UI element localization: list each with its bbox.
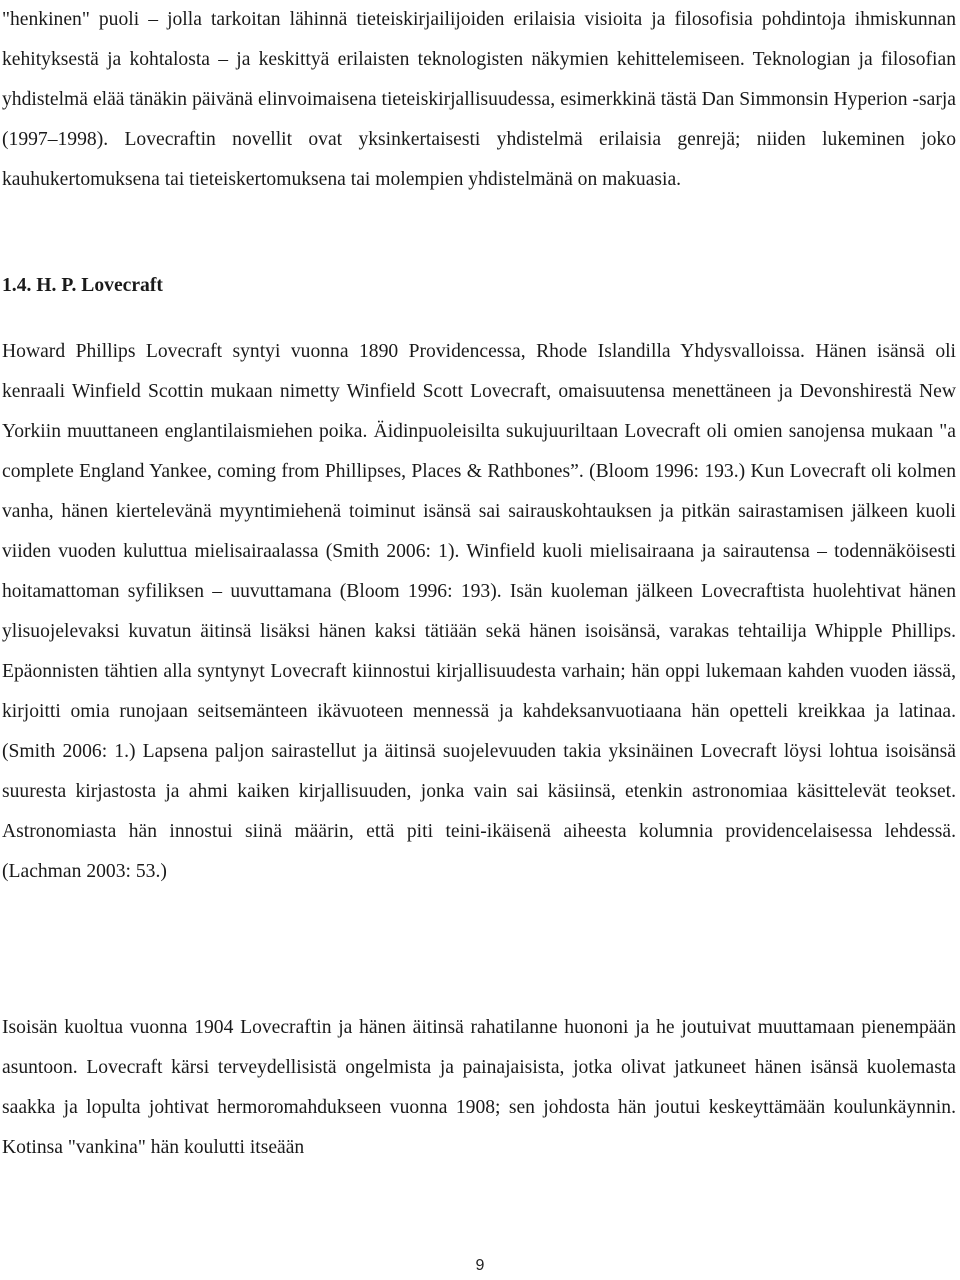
paragraph-biography: Howard Phillips Lovecraft syntyi vuonna 1890 Providencessa, Rhode Islandilla Yhdysvalloissa. Hänen isänsä oli kenraali Winfield Scottin mukaan nimetty Winfield Scott Lovecraft, omaisuutensa menettäneen ja Devonshirestä New Yorkiin muuttaneen englantilaismiehen poika. Äidinpuoleisilta sukujuuriltaan Lovecraft oli omien sanojensa mukaan "a complete England Yankee, coming from Phillipses, Places & Rathbones”. (Bloom 1996: 193.) Kun Lovecraft oli kolmen vanha, hänen kiertelevänä myyntimiehenä toiminut isänsä sai sairauskohtauksen ja pitkän sairastamisen jälkeen kuoli viiden vuoden kuluttua mielisairaalassa (Smith 2006: 1). Winfield kuoli mielisairaana ja sairautensa – todennäköisesti hoitamattoman syfiliksen – uuvuttamana (Bloom 1996: 193). Isän kuoleman jälkeen Lovecraftista huolehtivat hänen ylisuojelevaksi kuvatun äitinsä lisäksi hänen kaksi tätiään sekä hänen isoisänsä, varakas tehtailija Whipple Phillips. Epäonnisten tähtien alla syntynyt Lovecraft kiinnostui kirjallisuudesta varhain; hän oppi lukemaan kahden vuoden iässä, kirjoitti omia runojaan seitsemänteen ikävuoteen mennessä ja kahdeksanvuotiaana hän opetteli kreikkaa ja latinaa. (Smith 2006: 1.) Lapsena paljon sairastellut ja äitinsä suojelevuuden takia yksinäinen Lovecraft löysi lohtua isoisänsä suuresta kirjastosta ja ahmi kaiken kirjallisuuden, jonka vain sai käsiinsä, etenkin astronomiaa käsittelevät teokset. Astronomiasta hän innostui siinä määrin, että piti teini-ikäisenä aiheesta kolumnia providencelaisessa lehdessä. (Lachman 2003: 53.) <box>2 341 956 882</box>
paragraph-intro-continued: "henkinen" puoli – jolla tarkoitan lähinnä tieteiskirjailijoiden erilaisia visioita ja filosofisia pohdintoja ihmiskunnan kehityksestä ja kohtalosta – ja keskittyä erilaisten teknologisten näkymien kehittelemiseen. Teknologian ja filosofian yhdistelmä elää tänäkin päivänä elinvoimaisena tieteiskirjallisuudessa, esimerkkinä tästä Dan Simmonsin Hyperion -sarja (1997–1998). Lovecraftin novellit ovat yksinkertaisesti yhdistelmä erilaisia genrejä; niiden lukeminen joko kauhukertomuksena tai tieteiskertomuksena tai molempien yhdistelmänä on makuasia. <box>2 9 956 190</box>
page-number: 9 <box>475 1257 485 1274</box>
paragraph-grandfather-death: Isoisän kuoltua vuonna 1904 Lovecraftin ja hänen äitinsä rahatilanne huononi ja he joutuivat muuttamaan pienempään asuntoon. Lovecraft kärsi terveydellisistä ongelmista ja painajaisista, jotka olivat jatkuneet hänen isänsä kuolemasta saakka ja lopulta johtivat hermoromahdukseen vuonna 1908; sen johdosta hän joutui keskeyttämään koulunkäynnin. Kotinsa "vankina" hän koulutti itseään <box>2 1017 956 1158</box>
section-heading: 1.4. H. P. Lovecraft <box>2 275 163 296</box>
